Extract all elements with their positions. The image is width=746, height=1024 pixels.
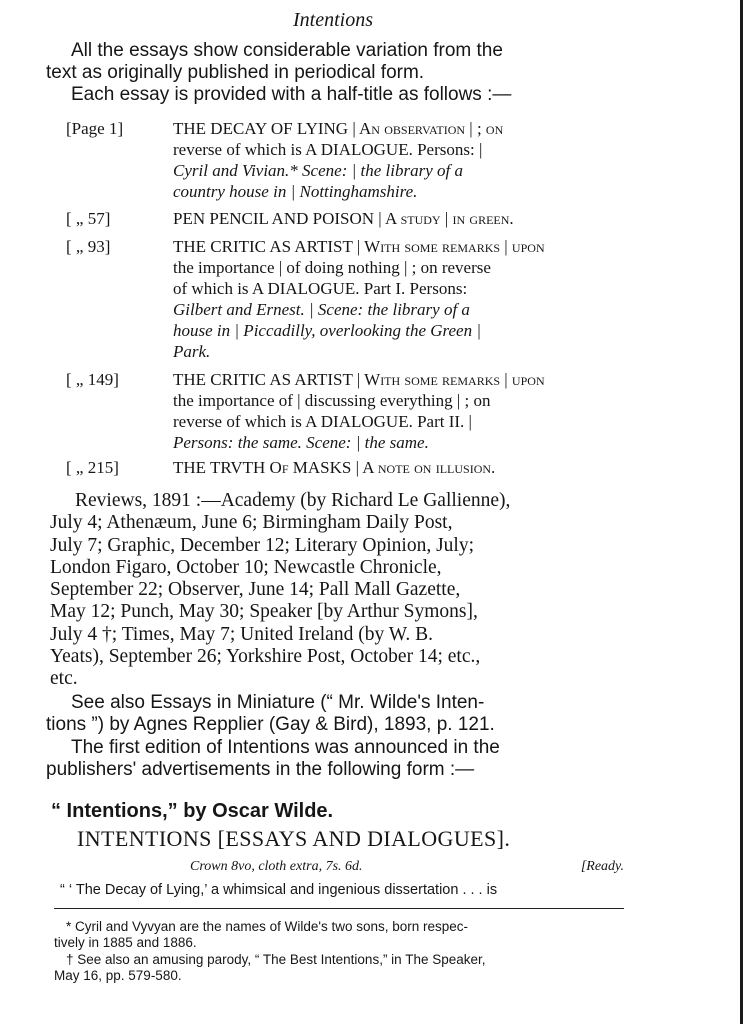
footnote-dagger: [54, 952, 626, 984]
first-edition-paragraph: [46, 737, 620, 781]
page-reference: [ „ 149]: [66, 370, 119, 389]
page-reference: [ „ 93]: [66, 237, 111, 256]
advert-title: INTENTIONS [ESSAYS AND DIALOGUES].: [77, 826, 511, 851]
footnote-line: † See also an amusing parody, “ The Best Intentions,” in The Speaker,: [66, 952, 486, 967]
footnote-line: * Cyril and Vyvyan are the names of Wilde's two sons, born respec-: [66, 919, 469, 934]
half-title-entry: [66, 208, 606, 229]
half-title-entry: [66, 236, 606, 362]
entry-line: THE CRITIC AS ARTIST | With some remarks | upon: [173, 237, 545, 256]
reviews-line: Yeats), September 26; Yorkshire Post, October 14; etc.,: [50, 646, 481, 668]
advert-quote: “ ‘ The Decay of Lying,’ a whimsical and ingenious dissertation . . . is: [60, 882, 498, 898]
reviews-line: July 4; Athenæum, June 6; Birmingham Daily Post,: [50, 512, 453, 534]
entry-line: Gilbert and Ernest. | Scene: the library of a: [173, 300, 470, 319]
reviews-paragraph: [50, 490, 624, 691]
entry-line: Park.: [173, 342, 211, 361]
reviews-line: May 12; Punch, May 30; Speaker [by Arthur Symons],: [50, 601, 478, 623]
footnote-line: May 16, pp. 579-580.: [54, 968, 182, 983]
entry-line: Persons: the same. Scene: | the same.: [173, 433, 429, 452]
advert-status: [Ready.: [580, 859, 624, 874]
entry-line: reverse of which is A DIALOGUE. Persons: |: [173, 140, 483, 159]
intro-line-1: All the essays show considerable variation from the: [71, 40, 503, 61]
reviews-line: July 7; Graphic, December 12; Literary Opinion, July;: [50, 534, 475, 556]
running-head: Intentions: [293, 9, 373, 31]
entry-line: Cyril and Vivian.* Scene: | the library of a: [173, 161, 463, 180]
footnote-rule: [54, 908, 624, 909]
entry-line: reverse of which is A DIALOGUE. Part II. |: [173, 412, 472, 431]
entry-line: THE CRITIC AS ARTIST | With some remarks | upon: [173, 370, 545, 389]
first-edition-line-1: The first edition of Intentions was announced in the: [71, 737, 500, 758]
intro-paragraph: [46, 40, 620, 106]
half-title-entry: [66, 369, 606, 453]
page-edge: [740, 0, 743, 1024]
see-also-paragraph: [46, 692, 620, 736]
reviews-line: Reviews, 1891 :—Academy (by Richard Le Gallienne),: [75, 490, 511, 511]
reviews-line: etc.: [50, 668, 78, 690]
entry-line: PEN PENCIL AND POISON | A study | in green.: [173, 209, 514, 228]
advert-price: Crown 8vo, cloth extra, 7s. 6d.: [190, 859, 363, 874]
entry-line: country house in | Nottinghamshire.: [173, 182, 418, 201]
reviews-line: September 22; Observer, June 14; Pall Mall Gazette,: [50, 579, 461, 601]
entry-line: the importance | of doing nothing | ; on reverse: [173, 258, 491, 277]
see-also-line-2: tions ”) by Agnes Repplier (Gay & Bird), 1893, p. 121.: [46, 714, 495, 735]
advert-heading: “ Intentions,” by Oscar Wilde.: [51, 800, 334, 822]
footnote-star: [54, 919, 626, 951]
entry-line: THE TRVTH Of MASKS | A note on illusion.: [173, 458, 496, 477]
footnote-line: tively in 1885 and 1886.: [54, 935, 197, 950]
first-edition-line-2: publishers' advertisements in the following form :—: [46, 759, 475, 780]
entry-line: house in | Piccadilly, overlooking the Green |: [173, 321, 482, 340]
see-also-line-1: See also Essays in Miniature (“ Mr. Wilde's Inten-: [71, 692, 485, 713]
entry-line: of which is A DIALOGUE. Part I. Persons:: [173, 279, 468, 298]
page-reference: [Page 1]: [66, 119, 124, 138]
intro-line-2: text as originally published in periodical form.: [46, 62, 425, 83]
intro-line-3: Each essay is provided with a half-title as follows :—: [71, 84, 512, 105]
entry-line: the importance of | discussing everything | ; on: [173, 391, 491, 410]
half-title-entry: [66, 118, 606, 202]
reviews-line: July 4 †; Times, May 7; United Ireland (by W. B.: [50, 623, 433, 645]
page-reference: [ „ 215]: [66, 458, 119, 477]
page-reference: [ „ 57]: [66, 209, 111, 228]
reviews-line: London Figaro, October 10; Newcastle Chronicle,: [50, 556, 442, 578]
entry-line: THE DECAY OF LYING | An observation | ; on: [173, 119, 504, 138]
advert-price-line: [190, 859, 624, 875]
half-title-entry: [66, 457, 606, 478]
